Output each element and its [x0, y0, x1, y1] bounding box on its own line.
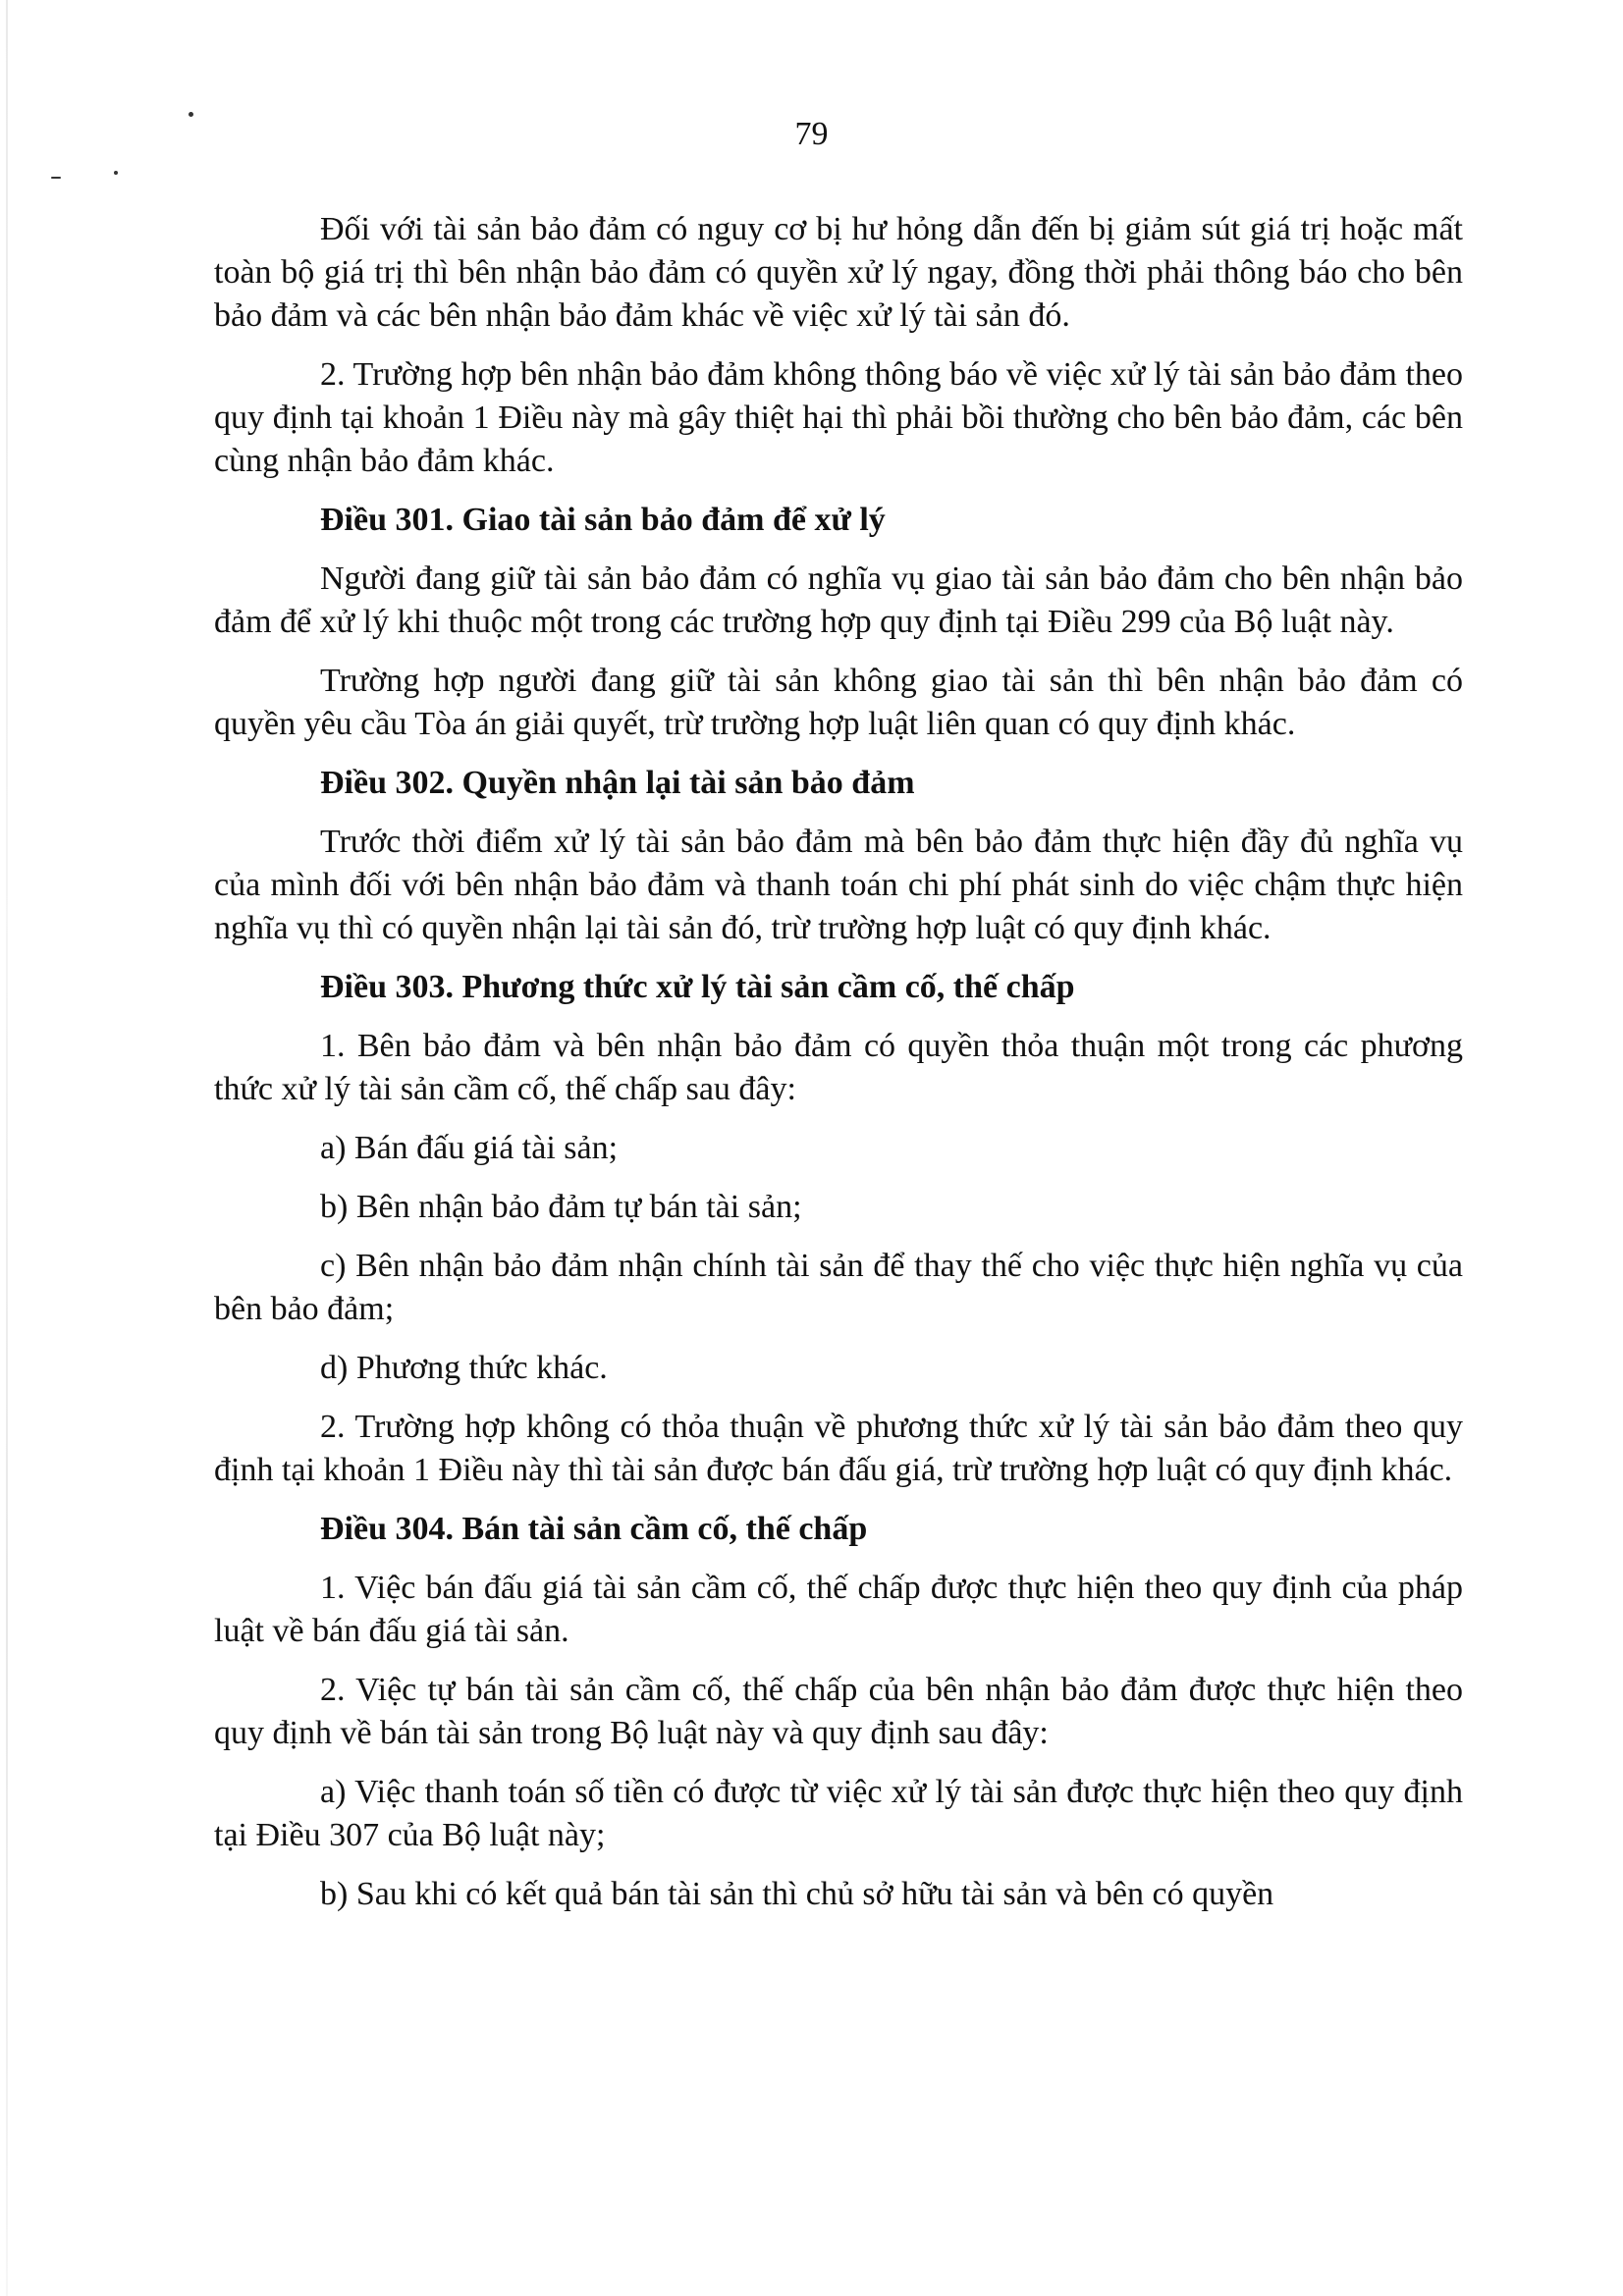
- body-paragraph: 2. Trường hợp không có thỏa thuận về phương thức xử lý tài sản bảo đảm theo quy định tại khoản 1 Điều này thì tài sản được bán đấu giá, trừ trường hợp luật có quy định khác.: [214, 1409, 1463, 1488]
- scan-speck: [114, 171, 118, 175]
- body-paragraph: b) Sau khi có kết quả bán tài sản thì chủ sở hữu tài sản và bên có quyền: [320, 1876, 1274, 1912]
- body-paragraph: a) Bán đấu giá tài sản;: [320, 1130, 619, 1166]
- body-paragraph: b) Bên nhận bảo đảm tự bán tài sản;: [320, 1189, 802, 1225]
- body-paragraph: Trường hợp người đang giữ tài sản không giao tài sản thì bên nhận bảo đảm có quyền yêu cầu Tòa án giải quyết, trừ trường hợp luật liên quan có quy định khác.: [214, 663, 1463, 742]
- article-heading: Điều 303. Phương thức xử lý tài sản cầm cố, thế chấp: [320, 969, 1075, 1005]
- scan-edge: [6, 0, 8, 2296]
- page-number: 79: [794, 116, 829, 152]
- article-heading: Điều 301. Giao tài sản bảo đảm để xử lý: [320, 502, 886, 538]
- article-heading: Điều 304. Bán tài sản cầm cố, thế chấp: [320, 1511, 868, 1547]
- body-paragraph: Trước thời điểm xử lý tài sản bảo đảm mà bên bảo đảm thực hiện đầy đủ nghĩa vụ của mình đối với bên nhận bảo đảm và thanh toán chi phí phát sinh do việc chậm thực hiện nghĩa vụ thì có quyền nhận lại tài sản đó, trừ trường hợp luật có quy định khác.: [214, 824, 1463, 946]
- body-paragraph: 1. Việc bán đấu giá tài sản cầm cố, thế chấp được thực hiện theo quy định của pháp luật về bán đấu giá tài sản.: [214, 1570, 1463, 1649]
- body-paragraph: 2. Việc tự bán tài sản cầm cố, thế chấp của bên nhận bảo đảm được thực hiện theo quy định về bán tài sản trong Bộ luật này và quy định sau đây:: [214, 1672, 1463, 1751]
- body-paragraph: d) Phương thức khác.: [320, 1350, 608, 1386]
- body-paragraph: Đối với tài sản bảo đảm có nguy cơ bị hư hỏng dẫn đến bị giảm sút giá trị hoặc mất toàn bộ giá trị thì bên nhận bảo đảm có quyền xử lý ngay, đồng thời phải thông báo cho bên bảo đảm và các bên nhận bảo đảm khác về việc xử lý tài sản đó.: [214, 211, 1463, 334]
- body-paragraph: 1. Bên bảo đảm và bên nhận bảo đảm có quyền thỏa thuận một trong các phương thức xử lý tài sản cầm cố, thế chấp sau đây:: [214, 1028, 1463, 1107]
- body-paragraph: c) Bên nhận bảo đảm nhận chính tài sản để thay thế cho việc thực hiện nghĩa vụ của bên bảo đảm;: [214, 1248, 1463, 1327]
- body-paragraph: 2. Trường hợp bên nhận bảo đảm không thông báo về việc xử lý tài sản bảo đảm theo quy định tại khoản 1 Điều này mà gây thiệt hại thì phải bồi thường cho bên bảo đảm, các bên cùng nhận bảo đảm khác.: [214, 356, 1463, 479]
- body-paragraph: Người đang giữ tài sản bảo đảm có nghĩa vụ giao tài sản bảo đảm cho bên nhận bảo đảm để xử lý khi thuộc một trong các trường hợp quy định tại Điều 299 của Bộ luật này.: [214, 561, 1463, 640]
- article-heading: Điều 302. Quyền nhận lại tài sản bảo đảm: [320, 765, 915, 801]
- document-body: [214, 208, 1463, 1932]
- body-paragraph: a) Việc thanh toán số tiền có được từ việc xử lý tài sản được thực hiện theo quy định tại Điều 307 của Bộ luật này;: [214, 1774, 1463, 1853]
- scan-speck: [51, 177, 61, 179]
